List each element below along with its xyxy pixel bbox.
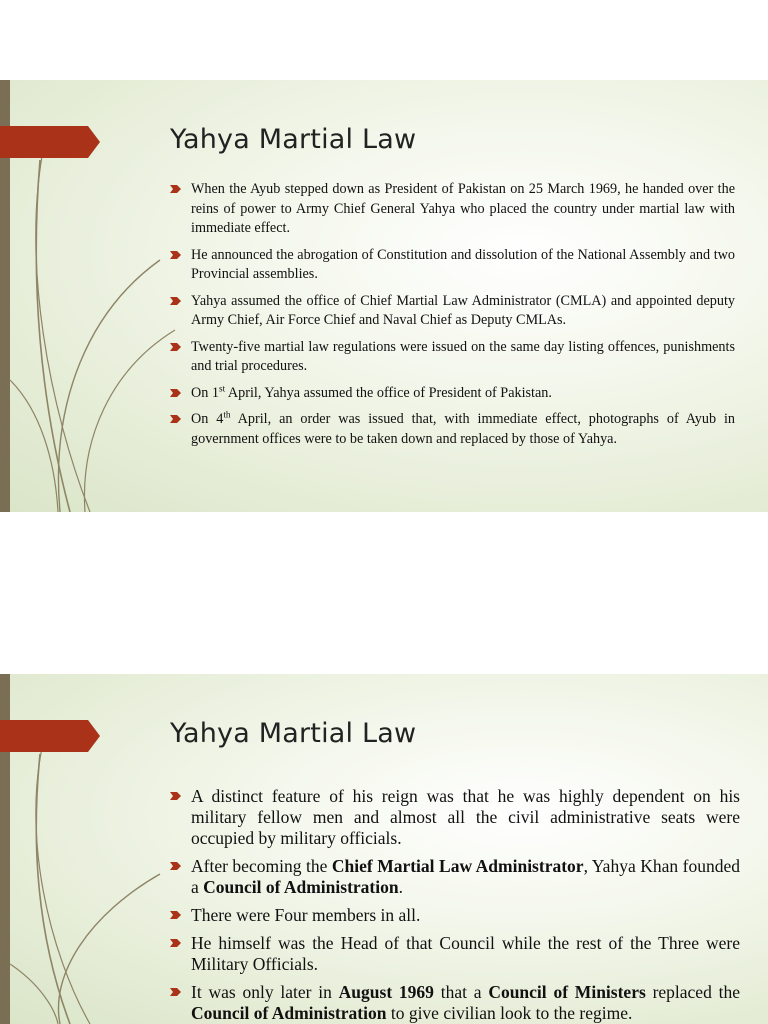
bullet-item	[170, 982, 740, 1024]
bold-term: August 1969	[338, 982, 434, 1002]
bullet-item	[170, 180, 735, 239]
slide-title: Yahya Martial Law	[170, 718, 417, 749]
bullet-text: He himself was the Head of that Council while the rest of the Three were Military Officials.	[191, 933, 740, 974]
arrow-bullet-icon	[170, 296, 182, 306]
bullet-text: Twenty-five martial law regulations were issued on the same day listing offences, punishments and trial procedures.	[191, 338, 735, 374]
bullet-item	[170, 246, 735, 285]
bullet-item	[170, 856, 740, 898]
title-arrow-tab	[0, 126, 100, 158]
bullet-text: to give civilian look to the regime.	[386, 1003, 633, 1023]
bullet-text: replaced the	[645, 982, 740, 1002]
bullet-text: After becoming the	[191, 856, 332, 876]
bullet-text: On 4	[191, 411, 224, 427]
bullet-item	[170, 933, 740, 975]
slide-1	[0, 80, 768, 512]
ordinal-suffix: st	[218, 382, 226, 393]
bullet-text: When the Ayub stepped down as President of Pakistan on 25 March 1969, he handed over the reins of power to Army Chief General Yahya who placed the country under martial law with immediate effect.	[191, 181, 735, 236]
arrow-bullet-icon	[170, 414, 182, 424]
bold-term: Chief Martial Law Administrator	[331, 856, 584, 876]
bullet-item	[170, 384, 735, 404]
arrow-bullet-icon	[170, 861, 182, 871]
bullet-text: Yahya assumed the office of Chief Martial Law Administrator (CMLA) and appointed deputy Army Chief, Air Force Chief and Naval Chief as Deputy CMLAs.	[191, 292, 735, 328]
bullet-list	[170, 786, 740, 1024]
bullet-text: .	[398, 877, 403, 897]
bold-term: Council of Ministers	[488, 982, 646, 1002]
bullet-item	[170, 786, 740, 849]
arrow-bullet-icon	[170, 184, 182, 194]
arrow-bullet-icon	[170, 388, 182, 398]
arrow-bullet-icon	[170, 250, 182, 260]
arrow-bullet-icon	[170, 987, 182, 997]
bullet-text: He announced the abrogation of Constitution and dissolution of the National Assembly and two Provincial assemblies.	[191, 246, 735, 282]
bullet-text: On 1	[191, 384, 219, 401]
bold-term: Council of Administration	[203, 877, 399, 897]
title-arrow-tab	[0, 720, 100, 752]
bullet-text: , Yahya Khan founded a	[191, 856, 740, 897]
bullet-item	[170, 410, 735, 449]
ordinal-suffix: th	[223, 409, 231, 420]
arrow-bullet-icon	[170, 342, 182, 352]
slide-title: Yahya Martial Law	[170, 124, 417, 155]
bullet-text: It was only later in	[191, 982, 339, 1002]
bullet-text: There were Four members in all.	[191, 905, 421, 925]
arrow-bullet-icon	[170, 938, 182, 948]
bullet-text: A distinct feature of his reign was that he was highly dependent on his military fellow men and almost all the civil administrative seats were occupied by military officials.	[191, 786, 740, 848]
bullet-item	[170, 905, 740, 926]
bullet-text: April, an order was issued that, with immediate effect, photographs of Ayub in government offices were to be taken down and replaced by those of Yahya.	[191, 411, 735, 447]
arrow-bullet-icon	[170, 791, 182, 801]
bullet-list	[170, 180, 735, 456]
bold-term: Council of Administration	[191, 1003, 387, 1023]
bullet-item	[170, 292, 735, 331]
bullet-text: April, Yahya assumed the office of President of Pakistan.	[225, 384, 552, 401]
bullet-item	[170, 338, 735, 377]
bullet-text: that a	[433, 982, 489, 1002]
arrow-bullet-icon	[170, 910, 182, 920]
slide-2	[0, 674, 768, 1024]
